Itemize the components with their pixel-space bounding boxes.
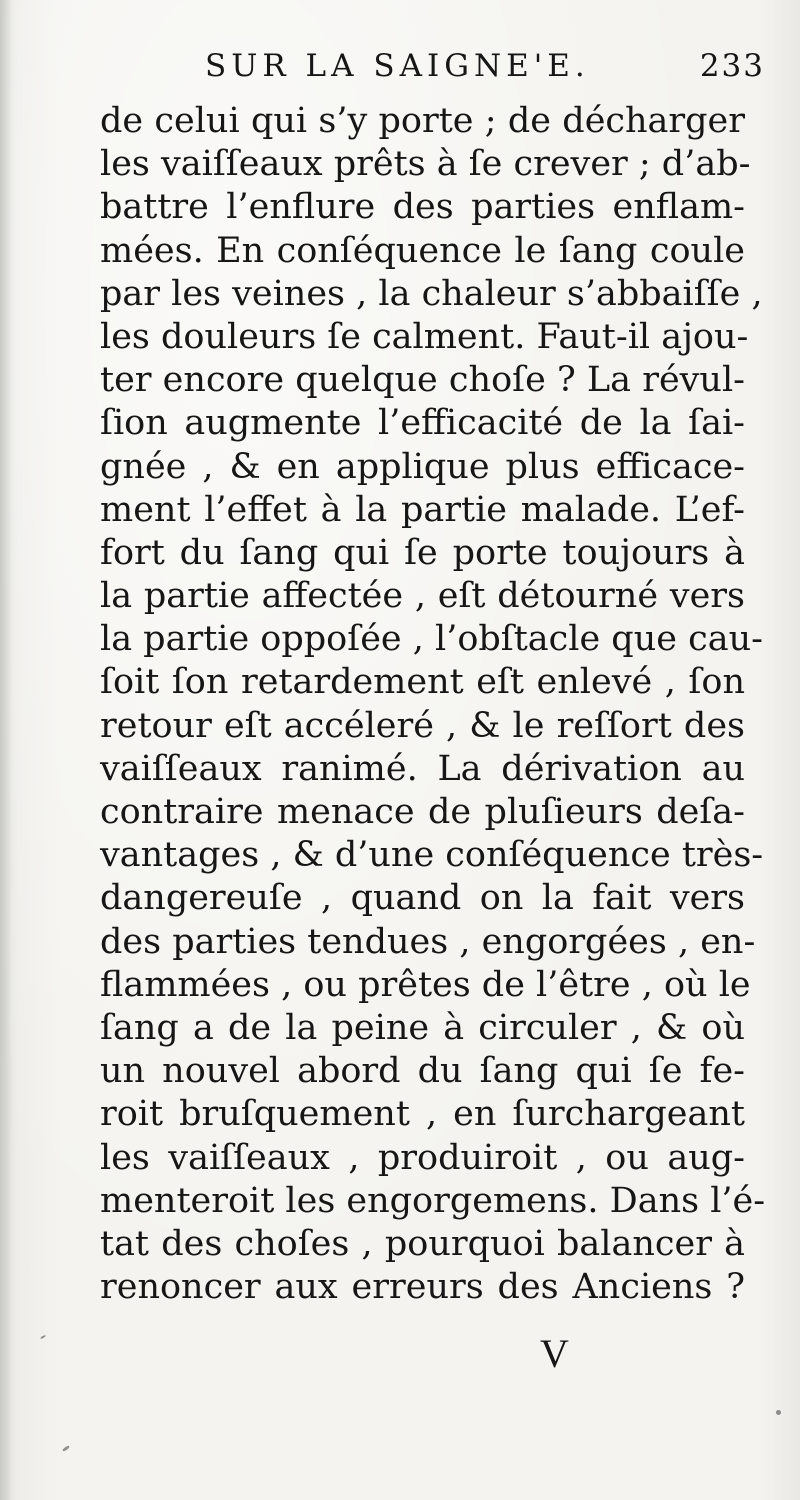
text-line: les douleurs ſe calment. Faut-il ajou- xyxy=(100,316,749,357)
page-edge-shadow xyxy=(0,0,12,1500)
text-line: battre l’enflure des parties enflam- xyxy=(100,187,745,228)
text-line: ment l’effet à la partie malade. L’ef- xyxy=(100,489,745,530)
text-line: ter encore quelque choſe ? La révul- xyxy=(100,360,745,401)
text-line: menteroit les engorgemens. Dans l’é- xyxy=(100,1180,766,1221)
text-line: la partie affectée , eſt détourné vers xyxy=(100,576,745,617)
text-line: dangereuſe , quand on la fait vers xyxy=(100,878,745,919)
text-line: des parties tendues , engorgées , en- xyxy=(100,921,756,962)
text-line: la partie oppoſée , l’obſtacle que cau- xyxy=(100,619,763,660)
body-text xyxy=(100,100,766,1309)
text-line: de celui qui s’y porte ; de décharger xyxy=(100,101,745,141)
text-line: ſion augmente l’efficacité de la ſai- xyxy=(100,403,745,444)
text-line: contraire menace de pluſieurs deſa- xyxy=(100,792,745,832)
text-line: fort du ſang qui ſe porte toujours à xyxy=(100,532,745,573)
text-line: un nouvel abord du ſang qui ſe fe- xyxy=(100,1051,745,1092)
text-line: retour eſt accéleré , & le reſſort des xyxy=(100,705,745,746)
running-head xyxy=(205,48,765,98)
text-line: tat des choſes , pourquoi balancer à xyxy=(100,1223,745,1264)
text-line: flammées , ou prêtes de l’être , où le xyxy=(100,964,751,1005)
ink-speck xyxy=(62,1445,70,1452)
page-number: 233 xyxy=(699,48,765,84)
text-line: ſang a de la peine à circuler , & où xyxy=(100,1007,745,1048)
ink-speck xyxy=(776,1410,781,1415)
text-line: par les veines , la chaleur s’abbaiſſe , xyxy=(100,273,763,314)
text-line: les vaiſſeaux , produiroit , ou aug- xyxy=(100,1137,745,1178)
text-line: mées. En conſéquence le ſang coule xyxy=(100,230,745,271)
ink-speck xyxy=(40,1335,46,1340)
text-line: roit bruſquement , en ſurchargeant xyxy=(100,1094,745,1135)
text-line: gnée , & en applique plus efficace- xyxy=(100,446,745,487)
running-head-title: SUR LA SAIGNE'E. xyxy=(205,48,590,84)
text-line: les vaiſſeaux prêts à ſe crever ; d’ab- xyxy=(100,144,751,185)
catchword: V xyxy=(540,1331,569,1376)
text-line: ſoit ſon retardement eſt enlevé , ſon xyxy=(100,662,745,703)
text-line: renoncer aux erreurs des Anciens ? xyxy=(100,1267,745,1308)
text-line: vaiſſeaux ranimé. La dérivation au xyxy=(100,748,745,789)
text-line: vantages , & d’une conſéquence très- xyxy=(100,835,764,876)
